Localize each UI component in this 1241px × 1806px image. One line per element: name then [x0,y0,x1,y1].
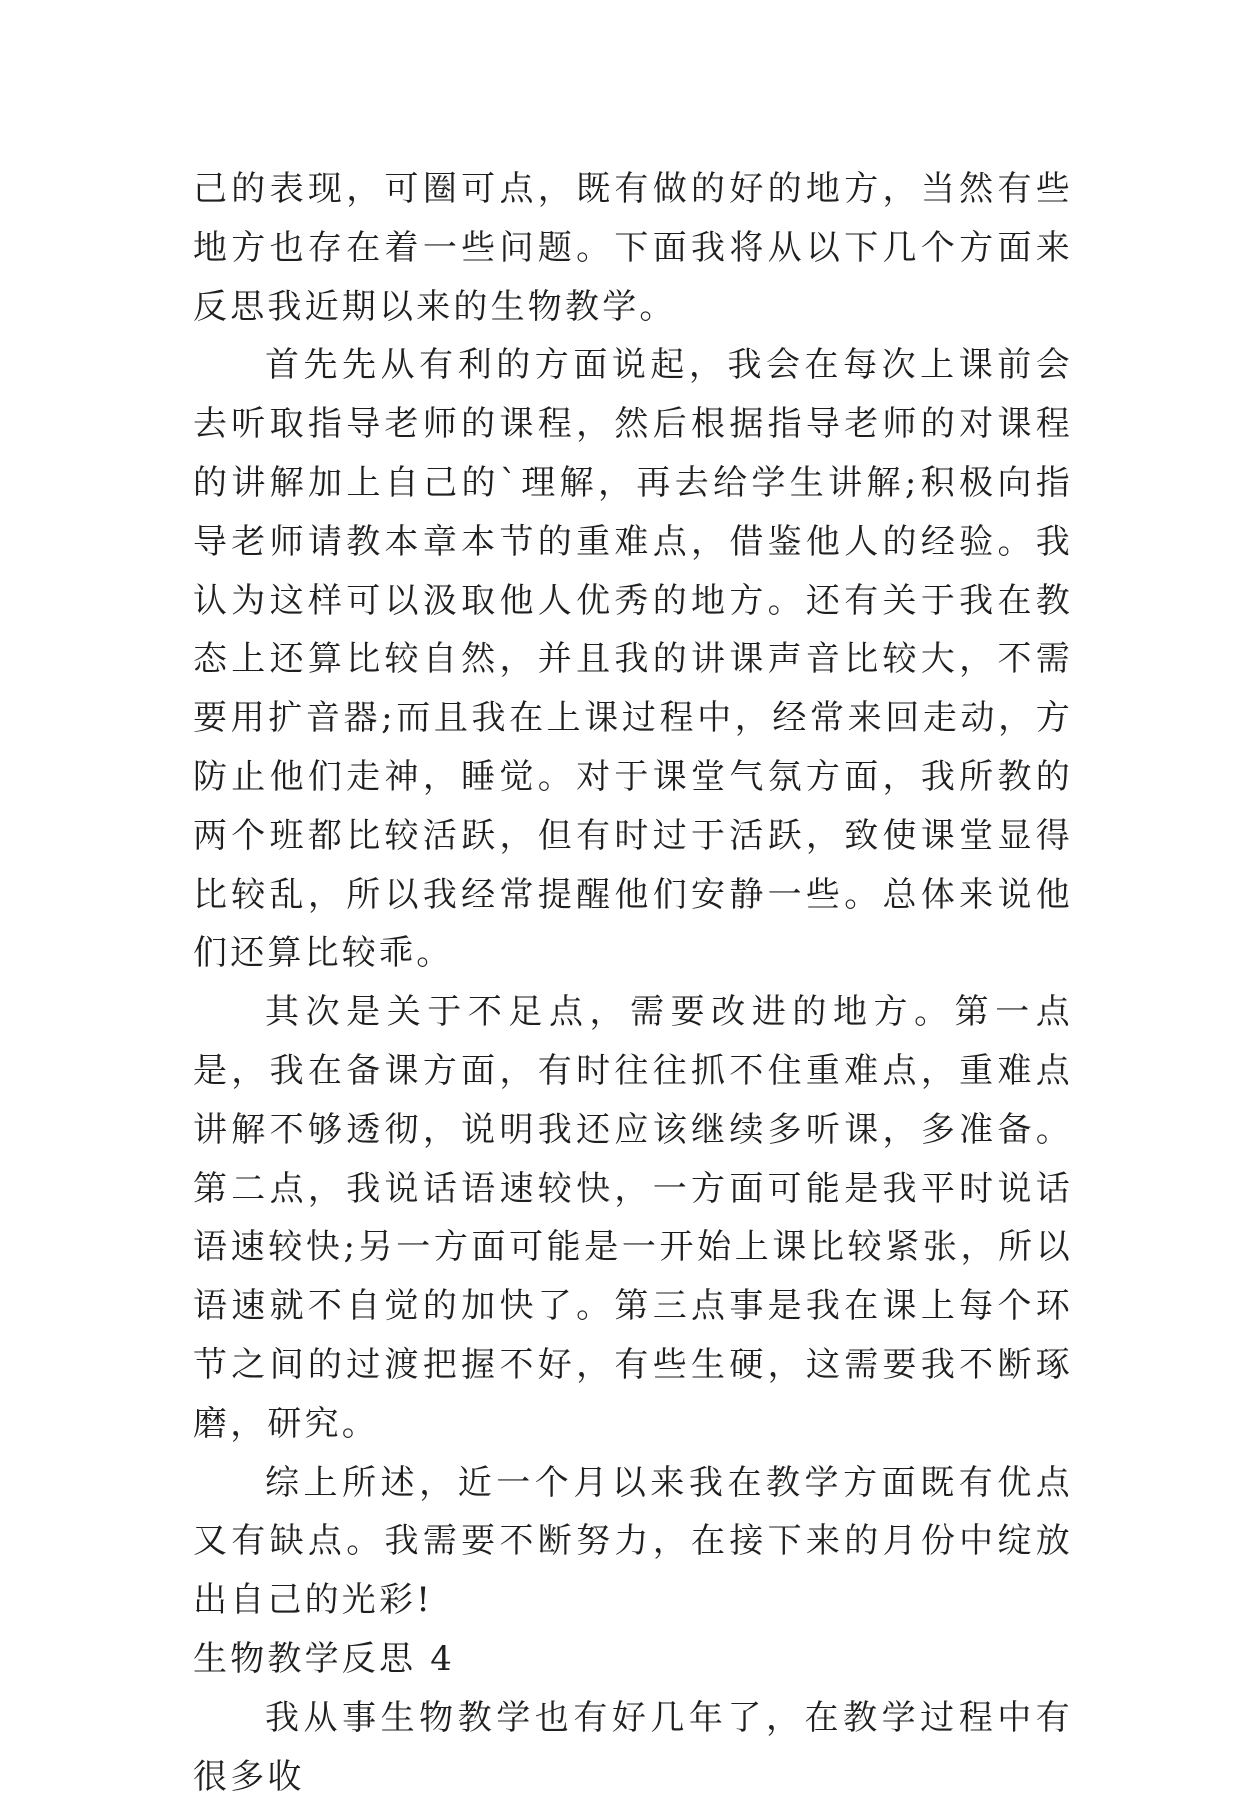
paragraph-2: 首先先从有利的方面说起，我会在每次上课前会去听取指导老师的课程，然后根据指导老师的对课程的讲解加上自己的`理解，再去给学生讲解;积极向指导老师请教本章本节的重难点，借鉴他人的经验。我认为这样可以汲取他人优秀的地方。还有关于我在教态上还算比较自然，并且我的讲课声音比较大，不需要用扩音器;而且我在上课过程中，经常来回走动，方防止他们走神，睡觉。对于课堂气氛方面，我所教的两个班都比较活跃，但有时过于活跃，致使课堂显得比较乱，所以我经常提醒他们安静一些。总体来说他们还算比较乖。 [193,345,1073,974]
paragraph-3: 其次是关于不足点，需要改进的地方。第一点是，我在备课方面，有时往往抓不住重难点，重难点讲解不够透彻，说明我还应该继续多听课，多准备。第二点，我说话语速较快，一方面可能是我平时说话语速较快;另一方面可能是一开始上课比较紧张，所以语速就不自觉的加快了。第三点事是我在课上每个环节之间的过渡把握不好，有些生硬，这需要我不断琢磨，研究。 [193,992,1073,1444]
paragraph-4: 综上所述，近一个月以来我在教学方面既有优点又有缺点。我需要不断努力，在接下来的月份中绽放出自己的光彩! [193,1462,1073,1621]
document-body [193,160,1073,1806]
paragraph-1: 己的表现，可圈可点，既有做的好的地方，当然有些地方也存在着一些问题。下面我将从以下几个方面来反思我近期以来的生物教学。 [193,169,1073,327]
paragraph-5: 我从事生物教学也有好几年了，在教学过程中有很多收 [193,1697,1073,1797]
section-heading: 生物教学反思 4 [193,1638,456,1679]
